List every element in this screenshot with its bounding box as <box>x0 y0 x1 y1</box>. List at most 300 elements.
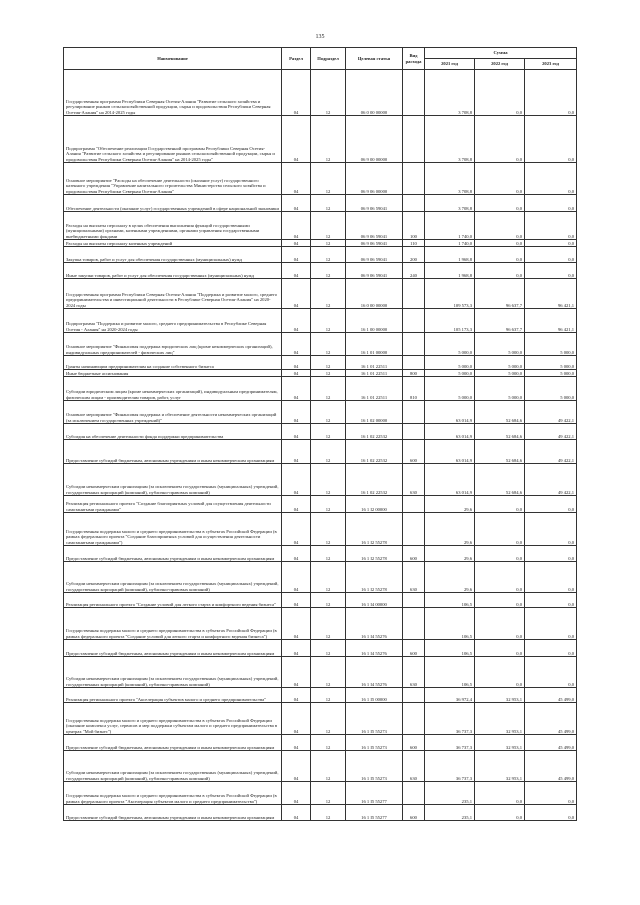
row-2023-cell: 0,0 <box>525 195 577 212</box>
row-section-cell: 04 <box>282 640 311 657</box>
row-2021-cell: 36 972,4 <box>425 688 475 703</box>
row-2023-cell: 45 499,0 <box>525 703 577 735</box>
row-section-cell: 04 <box>282 464 311 496</box>
row-2022-cell: 0,0 <box>475 782 525 805</box>
row-2021-cell: 105 173,3 <box>425 309 475 333</box>
row-2022-cell: 32 953,1 <box>475 751 525 782</box>
row-2022-cell: 5 000,0 <box>475 370 525 377</box>
row-subsection-cell: 12 <box>311 440 346 464</box>
row-section-cell: 04 <box>282 370 311 377</box>
row-section-cell: 04 <box>282 703 311 735</box>
row-2022-cell: 52 684,6 <box>475 424 525 440</box>
table-row <box>64 240 577 247</box>
row-kind-cell: 200 <box>403 247 425 263</box>
row-2022-cell: 0,0 <box>475 496 525 513</box>
row-2022-cell: 96 637,7 <box>475 279 525 309</box>
row-section-cell: 04 <box>282 195 311 212</box>
row-2023-cell: 49 422,1 <box>525 401 577 424</box>
row-2022-cell: 0,0 <box>475 70 525 116</box>
row-kind-cell <box>403 309 425 333</box>
row-target-cell: 16 1 I4 55276 <box>346 657 403 688</box>
row-subsection-cell: 12 <box>311 751 346 782</box>
row-2023-cell: 0,0 <box>525 593 577 608</box>
row-subsection-cell: 12 <box>311 805 346 821</box>
row-2022-cell: 0,0 <box>475 116 525 163</box>
row-2023-cell: 0,0 <box>525 782 577 805</box>
table-row <box>64 440 577 464</box>
header-sum: Сумма <box>425 48 577 59</box>
row-section-cell: 04 <box>282 608 311 640</box>
row-2022-cell: 52 684,6 <box>475 440 525 464</box>
row-name-cell: Государственная поддержка малого и среднего предпринимательства в субъектах Российской Федерации (оказание комплекса услуг, сервисов и мер поддержки субъектам малого и среднего предпринимательства в центрах "Мой бизнес") <box>64 703 282 735</box>
row-subsection-cell: 12 <box>311 703 346 735</box>
row-name-cell: Основное мероприятие "Финансовая поддержка юридических лиц (кроме некоммерческих организаций), индивидуальных предпринимателей - физических лиц" <box>64 333 282 356</box>
row-subsection-cell: 12 <box>311 546 346 562</box>
row-subsection-cell: 12 <box>311 562 346 593</box>
row-subsection-cell: 12 <box>311 356 346 370</box>
table-row <box>64 116 577 163</box>
row-name-cell: Субсидии некоммерческим организациям (за исключением государственных (муниципальных) учреждений, государственных корпораций (компаний), публично-правовых компаний) <box>64 751 282 782</box>
row-target-cell: 16 1 I5 55273 <box>346 735 403 751</box>
row-subsection-cell: 12 <box>311 370 346 377</box>
table-row <box>64 496 577 513</box>
row-name-cell: Субсидии некоммерческим организациям (за исключением государственных (муниципальных) учреждений, государственных корпораций (компаний), публично-правовых компаний) <box>64 562 282 593</box>
row-section-cell: 04 <box>282 735 311 751</box>
table-row <box>64 333 577 356</box>
row-target-cell: 16 1 I2 55278 <box>346 562 403 593</box>
row-kind-cell: 810 <box>403 377 425 401</box>
row-name-cell: Закупка товаров, работ и услуг для обеспечения государственных (муниципальных) нужд <box>64 247 282 263</box>
row-2022-cell: 0,0 <box>475 195 525 212</box>
budget-table <box>63 47 577 821</box>
row-2023-cell: 5 000,0 <box>525 333 577 356</box>
row-name-cell: Государственная поддержка малого и среднего предпринимательства в субъектах Российской Федерации (в рамках федерального проекта "Создание благоприятных условий для осуществления деятельности самозанятыми гражданами") <box>64 513 282 546</box>
row-subsection-cell: 12 <box>311 688 346 703</box>
table-row <box>64 562 577 593</box>
row-subsection-cell: 12 <box>311 593 346 608</box>
row-target-cell: 16 1 I4 00000 <box>346 593 403 608</box>
row-target-cell: 06 9 06 00000 <box>346 163 403 195</box>
table-row <box>64 608 577 640</box>
row-2023-cell: 96 421,1 <box>525 279 577 309</box>
row-kind-cell: 240 <box>403 263 425 279</box>
table-row <box>64 640 577 657</box>
row-target-cell: 16 1 I5 55277 <box>346 805 403 821</box>
row-target-cell: 06 9 06 59041 <box>346 212 403 240</box>
table-row <box>64 464 577 496</box>
row-name-cell: Основное мероприятие "Финансовая поддержка и обеспечение деятельности некоммерческих организаций (за исключением государственных учреждений)" <box>64 401 282 424</box>
row-2023-cell: 45 499,0 <box>525 688 577 703</box>
table-row <box>64 279 577 309</box>
row-kind-cell <box>403 401 425 424</box>
row-name-cell: Реализация регионального проекта "Создание благоприятных условий для осуществления деятельности самозанятыми гражданами" <box>64 496 282 513</box>
row-2023-cell: 0,0 <box>525 212 577 240</box>
row-2021-cell: 106,5 <box>425 657 475 688</box>
row-2021-cell: 63 014,9 <box>425 424 475 440</box>
table-row <box>64 805 577 821</box>
row-subsection-cell: 12 <box>311 735 346 751</box>
row-kind-cell <box>403 333 425 356</box>
row-2023-cell: 0,0 <box>525 640 577 657</box>
row-name-cell: Государственная программа Республики Северная Осетия-Алания "Развитие сельского хозяйства и регулирование рынков сельскохозяйственной продукции, сырья и продовольствия Республики Северная Осетия-Алания" на 2014-2025 годы <box>64 70 282 116</box>
row-2023-cell: 0,0 <box>525 805 577 821</box>
row-2022-cell: 52 684,6 <box>475 464 525 496</box>
row-2023-cell: 0,0 <box>525 513 577 546</box>
row-2023-cell: 0,0 <box>525 240 577 247</box>
row-name-cell: Предоставление субсидий бюджетным, автономным учреждениям и иным некоммерческим организациям <box>64 440 282 464</box>
table-body <box>64 70 577 821</box>
row-2021-cell: 106,5 <box>425 640 475 657</box>
row-kind-cell <box>403 496 425 513</box>
row-section-cell: 04 <box>282 424 311 440</box>
row-kind-cell <box>403 279 425 309</box>
row-subsection-cell: 12 <box>311 240 346 247</box>
row-2021-cell: 1 740,0 <box>425 212 475 240</box>
row-subsection-cell: 12 <box>311 212 346 240</box>
row-subsection-cell: 12 <box>311 608 346 640</box>
row-2022-cell: 5 000,0 <box>475 377 525 401</box>
row-kind-cell <box>403 703 425 735</box>
row-section-cell: 04 <box>282 377 311 401</box>
row-subsection-cell: 12 <box>311 377 346 401</box>
row-section-cell: 04 <box>282 496 311 513</box>
row-section-cell: 04 <box>282 513 311 546</box>
row-kind-cell <box>403 70 425 116</box>
table-row <box>64 703 577 735</box>
row-name-cell: Иные бюджетные ассигнования <box>64 370 282 377</box>
row-2021-cell: 36 737,3 <box>425 735 475 751</box>
row-2022-cell: 32 953,1 <box>475 688 525 703</box>
row-subsection-cell: 12 <box>311 657 346 688</box>
page-number: 135 <box>315 34 325 40</box>
row-kind-cell <box>403 688 425 703</box>
row-section-cell: 04 <box>282 688 311 703</box>
row-subsection-cell: 12 <box>311 640 346 657</box>
table-row <box>64 593 577 608</box>
row-subsection-cell: 12 <box>311 333 346 356</box>
row-target-cell: 06 9 06 59041 <box>346 247 403 263</box>
row-name-cell: Гранты начинающим предпринимателям на создание собственного бизнеса <box>64 356 282 370</box>
row-kind-cell: 100 <box>403 212 425 240</box>
table-row <box>64 424 577 440</box>
row-section-cell: 04 <box>282 279 311 309</box>
row-target-cell: 16 1 02 22532 <box>346 440 403 464</box>
row-2023-cell: 0,0 <box>525 546 577 562</box>
row-kind-cell: 600 <box>403 735 425 751</box>
header-expense-kind: Вид расхода <box>403 48 425 70</box>
row-2021-cell: 63 014,9 <box>425 401 475 424</box>
table-row <box>64 212 577 240</box>
row-section-cell: 04 <box>282 163 311 195</box>
table-row <box>64 163 577 195</box>
row-2022-cell: 0,0 <box>475 640 525 657</box>
row-2021-cell: 5 000,0 <box>425 333 475 356</box>
table-row <box>64 356 577 370</box>
table-row <box>64 70 577 116</box>
row-name-cell: Государственная поддержка малого и среднего предпринимательства в субъектах Российской Федерации (в рамках федерального проекта "Акселерация субъектов малого и среднего предпринимательства") <box>64 782 282 805</box>
row-2023-cell: 0,0 <box>525 263 577 279</box>
row-2021-cell: 3 708,8 <box>425 195 475 212</box>
row-subsection-cell: 12 <box>311 424 346 440</box>
row-section-cell: 04 <box>282 263 311 279</box>
row-2022-cell: 32 953,1 <box>475 735 525 751</box>
row-kind-cell: 110 <box>403 240 425 247</box>
table-row <box>64 309 577 333</box>
row-target-cell: 16 1 00 00000 <box>346 309 403 333</box>
row-2023-cell: 49 422,1 <box>525 424 577 440</box>
row-kind-cell: 630 <box>403 562 425 593</box>
row-kind-cell: 800 <box>403 370 425 377</box>
row-subsection-cell: 12 <box>311 513 346 546</box>
header-year-2023: 2023 год <box>525 59 577 70</box>
row-target-cell: 16 0 00 00000 <box>346 279 403 309</box>
row-subsection-cell: 12 <box>311 247 346 263</box>
row-subsection-cell: 12 <box>311 70 346 116</box>
row-subsection-cell: 12 <box>311 263 346 279</box>
row-2021-cell: 36 737,3 <box>425 751 475 782</box>
row-2022-cell: 32 953,1 <box>475 703 525 735</box>
row-2021-cell: 36 737,3 <box>425 703 475 735</box>
row-2021-cell: 235,1 <box>425 805 475 821</box>
row-subsection-cell: 12 <box>311 464 346 496</box>
row-name-cell: Иные закупки товаров, работ и услуг для обеспечения государственных (муниципальных) нужд <box>64 263 282 279</box>
row-2021-cell: 5 000,0 <box>425 377 475 401</box>
row-name-cell: Субсидии некоммерческим организациям (за исключением государственных (муниципальных) учреждений, государственных корпораций (компаний), публично-правовых компаний) <box>64 464 282 496</box>
row-name-cell: Расходы на выплаты персоналу казенных учреждений <box>64 240 282 247</box>
row-kind-cell <box>403 424 425 440</box>
row-2023-cell: 0,0 <box>525 657 577 688</box>
row-2022-cell: 0,0 <box>475 513 525 546</box>
table-row <box>64 657 577 688</box>
row-2022-cell: 0,0 <box>475 657 525 688</box>
row-name-cell: Предоставление субсидий бюджетным, автономным учреждениям и иным некоммерческим организациям <box>64 640 282 657</box>
row-section-cell: 04 <box>282 401 311 424</box>
row-2023-cell: 96 421,1 <box>525 309 577 333</box>
table-row <box>64 546 577 562</box>
row-target-cell: 16 1 I5 55273 <box>346 703 403 735</box>
row-2022-cell: 0,0 <box>475 593 525 608</box>
header-target-article: Целевая статья <box>346 48 403 70</box>
table-row <box>64 688 577 703</box>
row-target-cell: 16 1 01 00000 <box>346 333 403 356</box>
row-2022-cell: 0,0 <box>475 240 525 247</box>
row-name-cell: Реализация регионального проекта "Создание условий для легкого старта и комфортного ведения бизнеса" <box>64 593 282 608</box>
row-name-cell: Подпрограмма "Обеспечение реализации Государственной программы Республики Северная Осетия-Алания "Развитие сельского хозяйства и регулирование рынков сельскохозяйственной продукции, сырья и продовольствия Республики Северная Осетия-Алания" на 2014-2025 годы" <box>64 116 282 163</box>
row-section-cell: 04 <box>282 751 311 782</box>
row-kind-cell <box>403 163 425 195</box>
row-2023-cell: 5 000,0 <box>525 377 577 401</box>
row-subsection-cell: 12 <box>311 279 346 309</box>
row-section-cell: 04 <box>282 440 311 464</box>
row-section-cell: 04 <box>282 116 311 163</box>
row-target-cell: 06 9 06 59041 <box>346 195 403 212</box>
row-target-cell: 06 9 06 59041 <box>346 263 403 279</box>
row-2021-cell: 29,6 <box>425 562 475 593</box>
row-2021-cell: 3 708,8 <box>425 163 475 195</box>
row-2023-cell: 0,0 <box>525 116 577 163</box>
row-target-cell: 16 1 01 22511 <box>346 370 403 377</box>
row-2022-cell: 96 637,7 <box>475 309 525 333</box>
row-name-cell: Подпрограмма "Поддержка и развитие малого, среднего предпринимательства в Республике Северная Осетия - Алания" на 2020-2024 годы <box>64 309 282 333</box>
table-row <box>64 751 577 782</box>
row-section-cell: 04 <box>282 782 311 805</box>
row-2022-cell: 5 000,0 <box>475 333 525 356</box>
row-section-cell: 04 <box>282 247 311 263</box>
row-subsection-cell: 12 <box>311 163 346 195</box>
row-target-cell: 16 1 I4 55276 <box>346 640 403 657</box>
row-section-cell: 04 <box>282 212 311 240</box>
row-2023-cell: 0,0 <box>525 562 577 593</box>
row-2023-cell: 49 422,1 <box>525 440 577 464</box>
row-target-cell: 06 0 00 00000 <box>346 70 403 116</box>
row-2022-cell: 5 000,0 <box>475 356 525 370</box>
row-target-cell: 16 1 I2 00000 <box>346 496 403 513</box>
row-section-cell: 04 <box>282 356 311 370</box>
row-name-cell: Предоставление субсидий бюджетным, автономным учреждениям и иным некоммерческим организациям <box>64 546 282 562</box>
row-name-cell: Субсидии некоммерческим организациям (за исключением государственных (муниципальных) учреждений, государственных корпораций (компаний), публично-правовых компаний) <box>64 657 282 688</box>
row-2023-cell: 0,0 <box>525 496 577 513</box>
row-kind-cell <box>403 116 425 163</box>
row-name-cell: Субсидия на обеспечение деятельности фонда поддержки предпринимательства <box>64 424 282 440</box>
row-2021-cell: 3 708,8 <box>425 70 475 116</box>
row-2021-cell: 29,6 <box>425 496 475 513</box>
row-2021-cell: 29,6 <box>425 546 475 562</box>
row-section-cell: 04 <box>282 240 311 247</box>
table-row <box>64 735 577 751</box>
row-subsection-cell: 12 <box>311 496 346 513</box>
row-2021-cell: 1 968,8 <box>425 263 475 279</box>
row-2022-cell: 0,0 <box>475 546 525 562</box>
row-kind-cell <box>403 608 425 640</box>
row-2022-cell: 0,0 <box>475 163 525 195</box>
row-target-cell: 06 9 06 59041 <box>346 240 403 247</box>
row-target-cell: 16 1 I4 55276 <box>346 608 403 640</box>
row-kind-cell: 600 <box>403 440 425 464</box>
row-target-cell: 16 1 01 22511 <box>346 356 403 370</box>
row-2021-cell: 106,5 <box>425 593 475 608</box>
row-target-cell: 16 1 I2 55278 <box>346 513 403 546</box>
row-name-cell: Реализация регионального проекта "Акселерация субъектов малого и среднего предпринимательства" <box>64 688 282 703</box>
table-row <box>64 370 577 377</box>
row-target-cell: 16 1 02 22532 <box>346 464 403 496</box>
row-2023-cell: 45 499,0 <box>525 735 577 751</box>
header-year-2022: 2022 год <box>475 59 525 70</box>
row-kind-cell <box>403 593 425 608</box>
table-row <box>64 513 577 546</box>
row-section-cell: 04 <box>282 70 311 116</box>
row-2022-cell: 0,0 <box>475 212 525 240</box>
row-2021-cell: 109 573,3 <box>425 279 475 309</box>
row-2023-cell: 45 499,0 <box>525 751 577 782</box>
row-2023-cell: 0,0 <box>525 70 577 116</box>
row-target-cell: 16 1 01 22511 <box>346 377 403 401</box>
header-year-2021: 2021 год <box>425 59 475 70</box>
row-section-cell: 04 <box>282 546 311 562</box>
row-2022-cell: 0,0 <box>475 562 525 593</box>
row-2023-cell: 49 422,1 <box>525 464 577 496</box>
row-section-cell: 04 <box>282 562 311 593</box>
row-target-cell: 16 1 I5 00000 <box>346 688 403 703</box>
row-section-cell: 04 <box>282 333 311 356</box>
row-target-cell: 16 1 I2 55278 <box>346 546 403 562</box>
row-2021-cell: 29,6 <box>425 513 475 546</box>
row-2021-cell: 1 740,0 <box>425 240 475 247</box>
row-2021-cell: 235,1 <box>425 782 475 805</box>
row-subsection-cell: 12 <box>311 195 346 212</box>
row-2021-cell: 5 000,0 <box>425 370 475 377</box>
row-2022-cell: 0,0 <box>475 608 525 640</box>
row-name-cell: Предоставление субсидий бюджетным, автономным учреждениям и иным некоммерческим организациям <box>64 805 282 821</box>
header-section: Раздел <box>282 48 311 70</box>
table-row <box>64 263 577 279</box>
row-target-cell: 16 1 I5 55273 <box>346 751 403 782</box>
row-section-cell: 04 <box>282 593 311 608</box>
row-subsection-cell: 12 <box>311 309 346 333</box>
row-2023-cell: 5 000,0 <box>525 370 577 377</box>
row-2021-cell: 1 968,8 <box>425 247 475 263</box>
row-2021-cell: 63 014,9 <box>425 464 475 496</box>
row-name-cell: Государственная программа Республики Северная Осетия-Алания "Поддержка и развитие малого, среднего предпринимательства и инвестиционной деятельности в Республике Северная Осетия-Алания" на 2020-2024 годы <box>64 279 282 309</box>
row-2021-cell: 5 000,0 <box>425 356 475 370</box>
row-2022-cell: 0,0 <box>475 805 525 821</box>
row-kind-cell: 630 <box>403 751 425 782</box>
row-target-cell: 16 1 02 00000 <box>346 401 403 424</box>
row-2021-cell: 106,5 <box>425 608 475 640</box>
row-target-cell: 06 9 00 00000 <box>346 116 403 163</box>
row-name-cell: Обеспечение деятельности (оказание услуг) государственных учреждений в сфере национальной экономики <box>64 195 282 212</box>
row-2022-cell: 52 684,6 <box>475 401 525 424</box>
row-name-cell: Предоставление субсидий бюджетным, автономным учреждениям и иным некоммерческим организациям <box>64 735 282 751</box>
table-row <box>64 195 577 212</box>
header-subsection: Подраздел <box>311 48 346 70</box>
row-subsection-cell: 12 <box>311 401 346 424</box>
row-2022-cell: 0,0 <box>475 263 525 279</box>
row-kind-cell <box>403 195 425 212</box>
table-row <box>64 782 577 805</box>
row-kind-cell: 600 <box>403 546 425 562</box>
row-2023-cell: 0,0 <box>525 608 577 640</box>
row-subsection-cell: 12 <box>311 782 346 805</box>
row-subsection-cell: 12 <box>311 116 346 163</box>
row-kind-cell: 630 <box>403 657 425 688</box>
row-kind-cell <box>403 782 425 805</box>
row-section-cell: 04 <box>282 805 311 821</box>
row-kind-cell: 630 <box>403 464 425 496</box>
row-name-cell: Субсидии юридическим лицам (кроме некоммерческих организаций), индивидуальным предпринимателям, физическим лицам - производителям товаров, работ, услуг <box>64 377 282 401</box>
row-2023-cell: 5 000,0 <box>525 356 577 370</box>
table-row <box>64 377 577 401</box>
row-2023-cell: 0,0 <box>525 163 577 195</box>
row-kind-cell <box>403 513 425 546</box>
row-2021-cell: 3 708,8 <box>425 116 475 163</box>
row-name-cell: Государственная поддержка малого и среднего предпринимательства в субъектах Российской Федерации (в рамках федерального проекта "Создание условий для легкого старта и комфортного ведения бизнеса") <box>64 608 282 640</box>
row-2021-cell: 63 014,9 <box>425 440 475 464</box>
row-kind-cell <box>403 356 425 370</box>
table-row <box>64 247 577 263</box>
row-kind-cell: 600 <box>403 640 425 657</box>
row-target-cell: 16 1 02 22532 <box>346 424 403 440</box>
row-target-cell: 16 1 I5 55277 <box>346 782 403 805</box>
row-name-cell: Основное мероприятие "Расходы на обеспечение деятельности (оказание услуг) государственного казенного учреждения "Управление капитального строительства Министерства сельского хозяйства и продовольствия Республики Северная Осетия-Алания" <box>64 163 282 195</box>
row-name-cell: Расходы на выплаты персоналу в целях обеспечения выполнения функций государственными (муниципальными) органами, казенными учреждениями, органами управления государственными внебюджетными фондами <box>64 212 282 240</box>
row-2022-cell: 0,0 <box>475 247 525 263</box>
row-section-cell: 04 <box>282 657 311 688</box>
table-row <box>64 401 577 424</box>
row-kind-cell: 600 <box>403 805 425 821</box>
row-2023-cell: 0,0 <box>525 247 577 263</box>
row-section-cell: 04 <box>282 309 311 333</box>
header-name: Наименование <box>64 48 282 70</box>
